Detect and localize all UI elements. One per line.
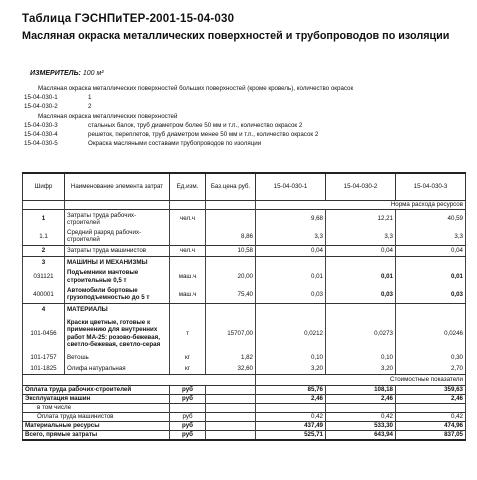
total-name: Всего, прямые затраты [23, 431, 170, 440]
intro-text: 2 [88, 103, 92, 111]
intro-text: стальных балок, труб диаметром более 50 мм и т.п., количество окрасок 2 [88, 121, 303, 129]
section-code: 4 [23, 304, 65, 315]
row-v2: 0,03 [326, 286, 396, 304]
total-v2 [326, 404, 396, 413]
table-subtitle: Масляная окраска металлических поверхностей и трубопроводов по изоляции [22, 30, 450, 42]
row-code: 031121 [23, 268, 65, 286]
row-unit: маш.ч [170, 286, 206, 304]
row-v2: 12,21 [326, 210, 396, 228]
intro-item [24, 112, 464, 121]
intro-text: 1 [88, 94, 92, 102]
total-row [23, 404, 466, 413]
row-unit: кг [170, 364, 206, 375]
cost-label-row [23, 375, 466, 386]
measure-line [30, 70, 104, 77]
total-v2: 0,42 [326, 413, 396, 422]
row-price: 10,58 [206, 246, 256, 257]
measure-label: ИЗМЕРИТЕЛЬ: [30, 70, 81, 77]
empty-cell [170, 201, 206, 210]
total-v3: 474,96 [396, 422, 466, 431]
total-v3 [396, 404, 466, 413]
total-row [23, 431, 466, 440]
total-v1: 85,76 [256, 386, 326, 395]
total-v1: 2,46 [256, 395, 326, 404]
empty-cell [206, 431, 256, 440]
row-v1: 0,0212 [256, 315, 326, 353]
row-name: Затраты труда рабочих-строителей [65, 210, 170, 228]
intro-text: решеток, переплетов, труб диаметром менее 50 мм и т.п., количество окрасок 2 [88, 131, 319, 139]
norm-label: Норма расхода ресурсов [256, 201, 466, 210]
row-unit: т [170, 315, 206, 353]
row-price: 15707,00 [206, 315, 256, 353]
row-code: 2 [23, 246, 65, 257]
total-v2: 108,18 [326, 386, 396, 395]
total-v1: 525,71 [256, 431, 326, 440]
row-name: Ветошь [65, 353, 170, 364]
total-unit: руб [170, 422, 206, 431]
table-row [23, 268, 466, 286]
intro-code: 15-04-030-2 [24, 103, 58, 111]
total-unit: руб [170, 413, 206, 422]
row-v3: 40,59 [396, 210, 466, 228]
row-v3: 3,3 [396, 228, 466, 246]
table-title: Таблица ГЭСНПиТЕР-2001-15-04-030 [22, 13, 235, 25]
row-price [206, 210, 256, 228]
total-name: Оплата труда машинистов [23, 413, 170, 422]
intro-item [24, 139, 464, 148]
total-v1: 437,49 [256, 422, 326, 431]
empty-cell [396, 257, 466, 268]
empty-cell [256, 257, 326, 268]
intro-item [24, 84, 464, 93]
row-code: 101-0456 [23, 315, 65, 353]
header-unit: Ед.изм. [170, 173, 206, 201]
total-name: в том числе [23, 404, 170, 413]
row-v3: 0,03 [396, 286, 466, 304]
total-v3: 0,42 [396, 413, 466, 422]
total-row [23, 413, 466, 422]
empty-cell [326, 257, 396, 268]
table-row [23, 315, 466, 353]
table-row [23, 286, 466, 304]
cost-label: Стоимостные показатели [256, 375, 466, 386]
total-unit: руб [170, 386, 206, 395]
intro-list [24, 84, 464, 148]
row-name: Подъемники мачтовые строительные 0,5 т [65, 268, 170, 286]
row-price: 75,40 [206, 286, 256, 304]
row-unit: кг [170, 353, 206, 364]
row-v1: 0,04 [256, 246, 326, 257]
intro-text: Масляная окраска металлических поверхностей [38, 112, 178, 120]
total-v2: 533,30 [326, 422, 396, 431]
row-v2: 3,20 [326, 364, 396, 375]
row-v1: 9,68 [256, 210, 326, 228]
row-name: Автомобили бортовые грузоподъемностью до 5 т [65, 286, 170, 304]
intro-item [24, 93, 464, 102]
header-price: Баз.цена руб. [206, 173, 256, 201]
header-code: Шифр [23, 173, 65, 201]
empty-cell [206, 201, 256, 210]
empty-cell [170, 304, 206, 315]
intro-item [24, 121, 464, 130]
empty-cell [326, 304, 396, 315]
header-col-3: 15-04-030-3 [396, 173, 466, 201]
row-code: 1.1 [23, 228, 65, 246]
table-row [23, 246, 466, 257]
row-code: 101-1757 [23, 353, 65, 364]
row-name: Олифа натуральная [65, 364, 170, 375]
row-v3: 2,70 [396, 364, 466, 375]
row-unit: маш.ч [170, 268, 206, 286]
row-v3: 0,01 [396, 268, 466, 286]
row-price: 8,86 [206, 228, 256, 246]
section-row [23, 304, 466, 315]
total-v2: 643,94 [326, 431, 396, 440]
measure-unit: 100 м² [82, 70, 104, 77]
empty-cell [206, 404, 256, 413]
total-unit: руб [170, 431, 206, 440]
empty-cell [23, 201, 65, 210]
intro-item [24, 130, 464, 139]
intro-code: 15-04-030-5 [24, 140, 58, 148]
total-v1 [256, 404, 326, 413]
row-name: Затраты труда машинистов [65, 246, 170, 257]
empty-cell [170, 257, 206, 268]
section-row [23, 257, 466, 268]
total-v3: 837,05 [396, 431, 466, 440]
row-price: 20,00 [206, 268, 256, 286]
header-col-1: 15-04-030-1 [256, 173, 326, 201]
row-unit: чел.ч [170, 210, 206, 228]
row-v3: 0,30 [396, 353, 466, 364]
row-v3: 0,04 [396, 246, 466, 257]
row-name: Средний разряд рабочих-строителей [65, 228, 170, 246]
empty-cell [206, 304, 256, 315]
empty-cell [256, 304, 326, 315]
empty-cell [206, 413, 256, 422]
row-name: Краски цветные, готовые к применению для внутренних работ МА-25: розово-бежевая, светло-бежевая, светло-серая [65, 315, 170, 353]
row-unit [170, 228, 206, 246]
empty-cell [206, 375, 256, 386]
intro-item [24, 102, 464, 111]
row-v2: 0,01 [326, 268, 396, 286]
intro-text: Масляная окраска металлических поверхностей больших поверхностей (кроме кровель), количество окрасок [38, 85, 354, 92]
total-v3: 2,46 [396, 395, 466, 404]
intro-code: 15-04-030-4 [24, 131, 58, 139]
row-v1: 0,01 [256, 268, 326, 286]
table-row [23, 210, 466, 228]
intro-code: 15-04-030-1 [24, 94, 58, 102]
row-v2: 3,3 [326, 228, 396, 246]
table-row [23, 228, 466, 246]
header-name: Наименование элемента затрат [65, 173, 170, 201]
total-unit: руб [170, 395, 206, 404]
row-price: 1,82 [206, 353, 256, 364]
row-v1: 3,20 [256, 364, 326, 375]
row-code: 1 [23, 210, 65, 228]
row-unit: чел.ч [170, 246, 206, 257]
total-unit [170, 404, 206, 413]
total-row [23, 422, 466, 431]
empty-cell [206, 395, 256, 404]
intro-code: 15-04-030-3 [24, 121, 58, 129]
total-v1: 0,42 [256, 413, 326, 422]
resource-table [22, 172, 466, 441]
header-col-2: 15-04-030-2 [326, 173, 396, 201]
empty-cell [396, 304, 466, 315]
row-code: 101-1825 [23, 364, 65, 375]
table-row [23, 353, 466, 364]
row-v1: 0,03 [256, 286, 326, 304]
empty-cell [206, 422, 256, 431]
row-v1: 0,10 [256, 353, 326, 364]
section-title: МАТЕРИАЛЫ [65, 304, 170, 315]
total-name: Оплата труда рабочих-строителей [23, 386, 170, 395]
total-v2: 2,46 [326, 395, 396, 404]
norm-label-row [23, 201, 466, 210]
total-name: Эксплуатация машин [23, 395, 170, 404]
empty-cell [23, 375, 206, 386]
total-row [23, 386, 466, 395]
row-v1: 3,3 [256, 228, 326, 246]
table-header-row [23, 173, 466, 201]
section-title: МАШИНЫ И МЕХАНИЗМЫ [65, 257, 170, 268]
empty-cell [65, 201, 170, 210]
total-row [23, 395, 466, 404]
row-v2: 0,10 [326, 353, 396, 364]
row-code: 400001 [23, 286, 65, 304]
table-row [23, 364, 466, 375]
total-name: Материальные ресурсы [23, 422, 170, 431]
empty-cell [206, 257, 256, 268]
intro-text: Окраска масляными составами трубопроводов по изоляции [88, 140, 262, 148]
empty-cell [206, 386, 256, 395]
row-price: 32,60 [206, 364, 256, 375]
row-v2: 0,0273 [326, 315, 396, 353]
row-v3: 0,0246 [396, 315, 466, 353]
section-code: 3 [23, 257, 65, 268]
row-v2: 0,04 [326, 246, 396, 257]
total-v3: 359,63 [396, 386, 466, 395]
